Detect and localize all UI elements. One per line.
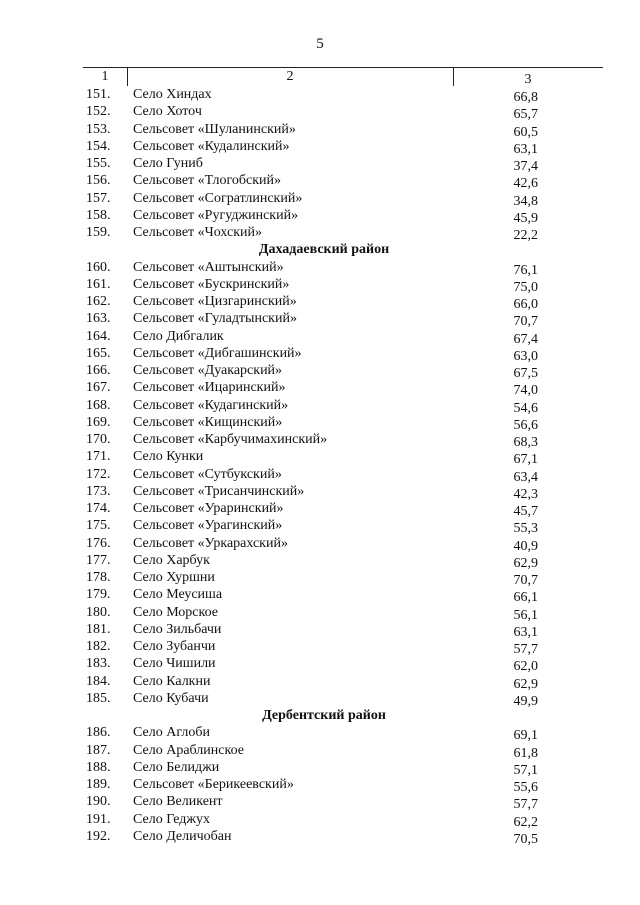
settlement-name: Сельсовет «Уркарахский» [133,535,288,551]
row-number: 188. [86,759,111,775]
row-value: 40,9 [513,538,538,554]
table-row [0,569,640,586]
row-value: 42,6 [513,176,538,192]
settlement-name: Село Чишили [133,656,216,672]
settlement-name: Село Хуршни [133,570,215,585]
table-row [0,172,640,192]
row-value: 67,1 [513,452,538,468]
table-row [0,604,640,621]
row-number: 187. [86,742,111,758]
row-number: 155. [86,156,111,171]
row-value: 63,1 [513,141,538,157]
row-number: 174. [86,501,111,516]
row-value: 70,5 [513,831,538,847]
row-number: 151. [86,87,111,102]
row-value: 55,3 [513,521,538,537]
settlement-name: Село Зубанчи [133,639,216,654]
settlement-name: Село Кунки [133,449,204,465]
row-value: 22,2 [513,228,538,243]
row-value: 67,4 [513,331,538,347]
table-row [0,724,640,744]
settlement-name: Село Меусиша [133,587,223,603]
row-value: 49,9 [513,693,538,709]
settlement-name: Сельсовет «Дуакарский» [133,363,283,378]
table-row [0,776,640,793]
table-row [0,293,640,310]
settlement-name: Сельсовет «Шуланинский» [133,121,296,137]
row-value: 66,0 [513,297,538,312]
row-value: 63,1 [513,624,538,640]
settlement-name: Сельсовет «Карбучимахинский» [133,432,328,447]
row-value: 62,0 [513,659,538,675]
settlement-name: Село Араблинское [133,742,244,758]
row-number: 164. [86,328,111,344]
row-number: 181. [86,621,111,637]
settlement-name: Сельсовет «Аштынский» [133,259,284,275]
settlement-name: Село Дибгалик [133,328,224,344]
row-number: 156. [86,173,111,189]
settlement-name: Сельсовет «Согратлинский» [133,190,303,206]
row-number: 183. [86,656,111,672]
table-row [0,759,640,776]
row-value: 57,7 [513,797,538,813]
row-number: 175. [86,518,111,534]
row-number: 158. [86,207,111,223]
row-value: 65,7 [513,107,538,123]
row-number: 190. [86,794,111,810]
row-value: 75,0 [513,279,538,295]
row-number: 169. [86,414,111,430]
row-value: 56,1 [513,607,538,623]
settlement-name: Село Хоточ [133,104,202,120]
row-number: 166. [86,363,111,378]
page-number: 5 [316,36,324,52]
row-number: 173. [86,483,111,499]
settlement-name: Сельсовет «Дибгашинский» [133,345,302,361]
settlement-name: Сельсовет «Кудалинский» [133,138,290,154]
row-value: 62,9 [513,676,538,692]
table-row [0,655,640,675]
settlement-name: Сельсовет «Ругуджинский» [133,207,299,223]
row-number: 191. [86,811,111,827]
row-value: 68,3 [513,435,538,450]
row-value: 66,1 [513,590,538,606]
settlement-name: Сельсовет «Тлогобский» [133,173,282,189]
table-row [0,121,640,138]
settlement-name: Село Хиндах [133,87,212,102]
table-row [0,690,640,707]
row-number: 157. [86,190,111,206]
row-value: 45,9 [513,210,538,226]
table-header [83,67,603,86]
row-value: 66,8 [513,90,538,105]
row-value: 57,7 [513,642,538,657]
settlement-name: Село Белиджи [133,759,220,775]
row-value: 54,6 [513,400,538,416]
settlement-name: Село Гуниб [133,156,203,171]
settlement-name: Сельсовет «Урагинский» [133,518,283,534]
table-row [0,673,640,690]
table-row [0,742,640,759]
settlement-name: Село Великент [133,794,223,810]
settlement-name: Сельсовет «Ураринский» [133,501,284,516]
table-row [0,310,640,330]
row-value: 62,9 [513,555,538,571]
table-row [0,517,640,537]
table-row [0,138,640,155]
table-row [0,466,640,483]
row-number: 154. [86,138,111,154]
table-row [0,552,640,569]
row-number: 168. [86,397,111,413]
table-row [0,483,640,500]
row-number: 176. [86,535,111,551]
row-value: 37,4 [513,159,538,174]
row-number: 165. [86,345,111,361]
table-row [0,224,640,241]
table-body [0,86,640,845]
table-row [0,586,640,606]
header-col-3: 3 [524,72,532,87]
row-number: 163. [86,311,111,327]
row-number: 192. [86,828,111,844]
row-value: 74,0 [513,383,538,399]
row-number: 177. [86,552,111,568]
row-value: 70,7 [513,314,538,330]
table-row [0,276,640,293]
settlement-name: Село Калкни [133,673,211,689]
table-row [0,828,640,845]
row-number: 185. [86,690,111,706]
settlement-name: Сельсовет «Чохский» [133,225,263,240]
settlement-name: Село Деличобан [133,828,232,844]
table-row [0,207,640,224]
settlement-name: Село Геджух [133,811,211,827]
settlement-name: Село Кубачи [133,690,209,706]
header-col-2: 2 [286,69,294,84]
settlement-name: Сельсовет «Кищинский» [133,414,283,430]
table-row [0,811,640,828]
row-value: 63,0 [513,348,538,364]
row-value: 34,8 [513,193,538,209]
settlement-name: Сельсовет «Кудагинский» [133,397,289,413]
row-number: 161. [86,276,111,292]
table-row [0,362,640,379]
row-number: 186. [86,725,111,741]
row-number: 152. [86,104,111,120]
table-row [0,379,640,399]
row-number: 167. [86,380,111,396]
row-number: 159. [86,225,111,240]
row-number: 160. [86,259,111,275]
row-number: 178. [86,570,111,585]
table-row [0,621,640,638]
row-number: 182. [86,639,111,654]
table-row [0,155,640,172]
district-heading: Дахадаевский район [258,242,390,258]
settlement-name: Сельсовет «Трисанчинский» [133,483,305,499]
row-number: 153. [86,121,111,137]
table-row [0,259,640,276]
table-row [0,448,640,468]
table-row [0,431,640,448]
row-number: 180. [86,604,111,620]
row-number: 172. [86,466,111,482]
settlement-name: Село Морское [133,604,218,620]
table-row [0,103,640,123]
row-value: 60,5 [513,124,538,140]
table-row [0,190,640,207]
settlement-name: Сельсовет «Гуладтынский» [133,311,297,327]
row-value: 61,8 [513,745,538,761]
row-value: 70,7 [513,573,538,588]
settlement-name: Сельсовет «Цизгаринский» [133,294,297,309]
row-number: 171. [86,449,111,465]
settlement-name: Село Харбук [133,552,210,568]
row-number: 184. [86,673,111,689]
table-row [0,414,640,431]
table-row [0,397,640,414]
settlement-name: Сельсовет «Берикеевский» [133,777,294,792]
row-value: 76,1 [513,262,538,278]
table-row [0,345,640,362]
settlement-name: Сельсовет «Сутбукский» [133,466,282,482]
settlement-name: Село Аглоби [133,725,210,741]
row-value: 56,6 [513,417,538,433]
row-number: 189. [86,777,111,792]
row-value: 55,6 [513,780,538,795]
table-row [0,328,640,345]
table-row [0,638,640,655]
settlement-name: Сельсовет «Ицаринский» [133,380,286,396]
row-value: 62,2 [513,814,538,830]
row-value: 45,7 [513,504,538,519]
row-value: 63,4 [513,469,538,485]
row-value: 57,1 [513,762,538,778]
row-value: 42,3 [513,486,538,502]
row-number: 179. [86,587,111,603]
district-heading: Дербентский район [262,708,386,723]
row-value: 67,5 [513,366,538,381]
table-row [0,793,640,813]
header-divider [83,67,603,68]
row-value: 69,1 [513,728,538,744]
table-row [0,86,640,103]
settlement-name: Сельсовет «Бускринский» [133,276,290,292]
row-number: 162. [86,294,111,309]
row-number: 170. [86,432,111,447]
table-row [0,535,640,552]
header-col-1: 1 [101,69,109,84]
settlement-name: Село Зильбачи [133,621,222,637]
table-row [0,500,640,517]
